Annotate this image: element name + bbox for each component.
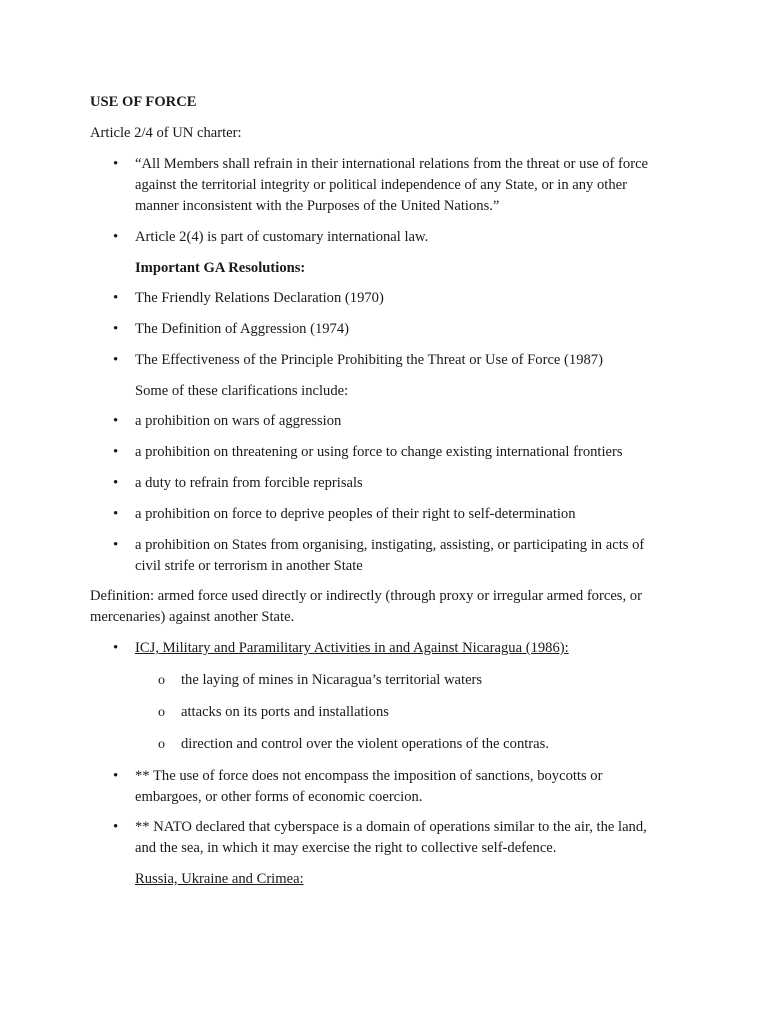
- page-title: USE OF FORCE: [90, 94, 197, 110]
- clarification-item: a prohibition on wars of aggression: [135, 413, 342, 429]
- clarification-item: a prohibition on threatening or using force to change existing international frontiers: [135, 444, 623, 460]
- bullet-icon: •: [113, 537, 119, 553]
- clarification-item: a prohibition on force to deprive peoples of their right to self-determination: [135, 506, 576, 522]
- resolution-item: The Friendly Relations Declaration (1970): [135, 290, 384, 306]
- nato-note: and the sea, in which it may exercise the right to collective self-defence.: [135, 840, 557, 856]
- bullet-icon: •: [113, 156, 119, 172]
- resolutions-heading: Important GA Resolutions:: [135, 260, 306, 276]
- clarifications-intro: Some of these clarifications include:: [135, 383, 349, 399]
- clarification-item: a duty to refrain from forcible reprisals: [135, 475, 363, 491]
- bullet-icon: •: [113, 768, 119, 784]
- sanctions-note: ** The use of force does not encompass the imposition of sanctions, boycotts or: [135, 768, 603, 784]
- icj-point: attacks on its ports and installations: [181, 704, 389, 720]
- icj-case-heading: ICJ, Military and Paramilitary Activities in and Against Nicaragua (1986):: [135, 640, 569, 656]
- definition-text: Definition: armed force used directly or indirectly (through proxy or irregular armed forces, or: [90, 588, 642, 604]
- customary-law-text: Article 2(4) is part of customary international law.: [135, 229, 429, 245]
- quote-line: “All Members shall refrain in their international relations from the threat or use of force: [135, 156, 649, 172]
- definition-text: mercenaries) against another State.: [90, 609, 295, 625]
- icj-point: the laying of mines in Nicaragua’s territorial waters: [181, 672, 483, 688]
- bullet-icon: •: [113, 444, 119, 460]
- bullet-icon: •: [113, 321, 119, 337]
- quote-line: manner inconsistent with the Purposes of the United Nations.”: [135, 198, 500, 214]
- bullet-icon: •: [113, 413, 119, 429]
- clarification-item: a prohibition on States from organising, instigating, assisting, or participating in acts of: [135, 537, 645, 553]
- bullet-icon: •: [113, 475, 119, 491]
- sub-bullet-icon: o: [158, 737, 165, 752]
- sub-bullet-icon: o: [158, 673, 165, 688]
- icj-point: direction and control over the violent operations of the contras.: [181, 736, 549, 752]
- quote-line: against the territorial integrity or political independence of any State, or in any other: [135, 177, 627, 193]
- bullet-icon: •: [113, 352, 119, 368]
- bullet-icon: •: [113, 290, 119, 306]
- resolution-item: The Effectiveness of the Principle Prohibiting the Threat or Use of Force (1987): [135, 352, 603, 368]
- bullet-icon: •: [113, 640, 119, 656]
- clarification-item: civil strife or terrorism in another State: [135, 558, 363, 574]
- sub-bullet-icon: o: [158, 705, 165, 720]
- sanctions-note: embargoes, or other forms of economic coercion.: [135, 789, 423, 805]
- russia-heading: Russia, Ukraine and Crimea:: [135, 871, 304, 887]
- resolution-item: The Definition of Aggression (1974): [135, 321, 350, 337]
- bullet-icon: •: [113, 506, 119, 522]
- nato-note: ** NATO declared that cyberspace is a domain of operations similar to the air, the land,: [135, 819, 647, 835]
- bullet-icon: •: [113, 819, 119, 835]
- bullet-icon: •: [113, 229, 119, 245]
- intro-text: Article 2/4 of UN charter:: [90, 125, 242, 141]
